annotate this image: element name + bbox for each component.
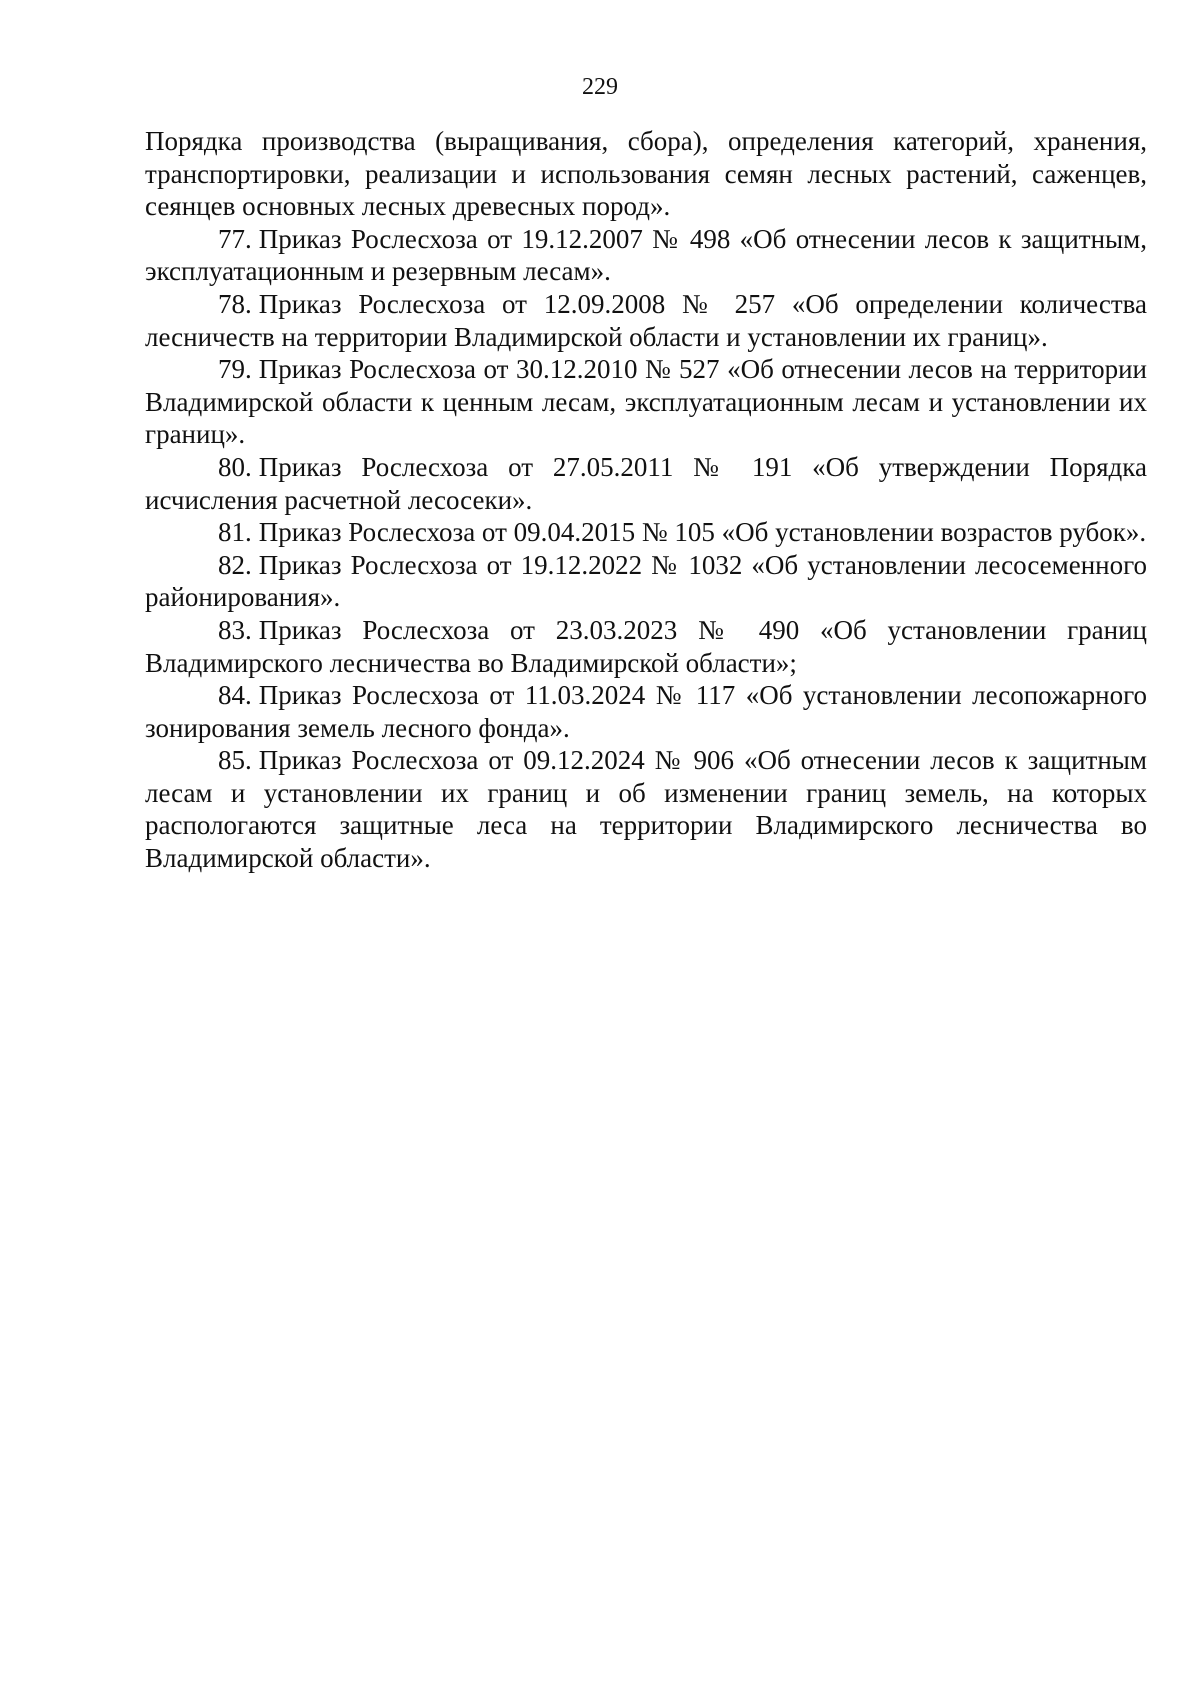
list-item [145,353,1147,451]
list-item [145,549,1147,614]
list-item [145,451,1147,516]
document-body [145,125,1147,875]
item-number: 80. [218,451,252,482]
list-item [145,288,1147,353]
item-text: Приказ Рослесхоза от 11.03.2024 № 117 «Об установлении лесопожарного зонирования земель лесного фонда». [145,680,1147,743]
list-item [145,614,1147,679]
item-text: Приказ Рослесхоза от 23.03.2023 № 490 «Об установлении границ Владимирского лесничества во Владимирской области»; [145,614,1147,678]
item-text: Приказ Рослесхоза от 12.09.2008 № 257 «Об определении количества лесничеств на территории Владимирской области и установлении их границ». [145,288,1147,352]
page-number: 229 [582,74,618,100]
item-number: 81. [218,517,252,548]
list-item [145,679,1147,744]
item-text: Приказ Рослесхоза от 19.12.2022 № 1032 «Об установлении лесосеменного районирования». [145,549,1147,613]
item-text: Приказ Рослесхоза от 30.12.2010 № 527 «Об отнесении лесов на территории Владимирской области к ценным лесам, эксплуатационным лесам и установлении их границ». [145,354,1147,450]
item-number: 78. [218,288,252,319]
item-text: Приказ Рослесхоза от 27.05.2011 № 191 «Об утверждении Порядка исчисления расчетной лесосеки». [145,451,1147,515]
item-number: 77. [218,223,252,254]
item-text: Приказ Рослесхоза от 09.12.2024 № 906 «Об отнесении лесов к защитным лесам и установлении их границ и об изменении границ земель, на которых распологаются защитные леса на территории Владимирского лесничества во Владимирской области». [145,745,1147,874]
list-item [145,744,1147,874]
item-number: 85. [218,745,252,776]
item-number: 84. [218,680,252,711]
item-number: 79. [218,354,252,385]
item-number: 82. [218,549,252,580]
item-text: Приказ Рослесхоза от 09.04.2015 № 105 «Об установлении возрастов рубок». [258,517,1147,548]
item-text: Приказ Рослесхоза от 19.12.2007 № 498 «Об отнесении лесов к защитным, эксплуатационным и резервным лесам». [145,223,1147,287]
continuation-paragraph: Порядка производства (выращивания, сбора), определения категорий, хранения, транспортировки, реализации и использования семян лесных растений, саженцев, сеянцев основных лесных древесных пород». [145,126,1147,222]
list-item [145,223,1147,288]
list-item [145,516,1147,549]
item-number: 83. [218,614,252,645]
